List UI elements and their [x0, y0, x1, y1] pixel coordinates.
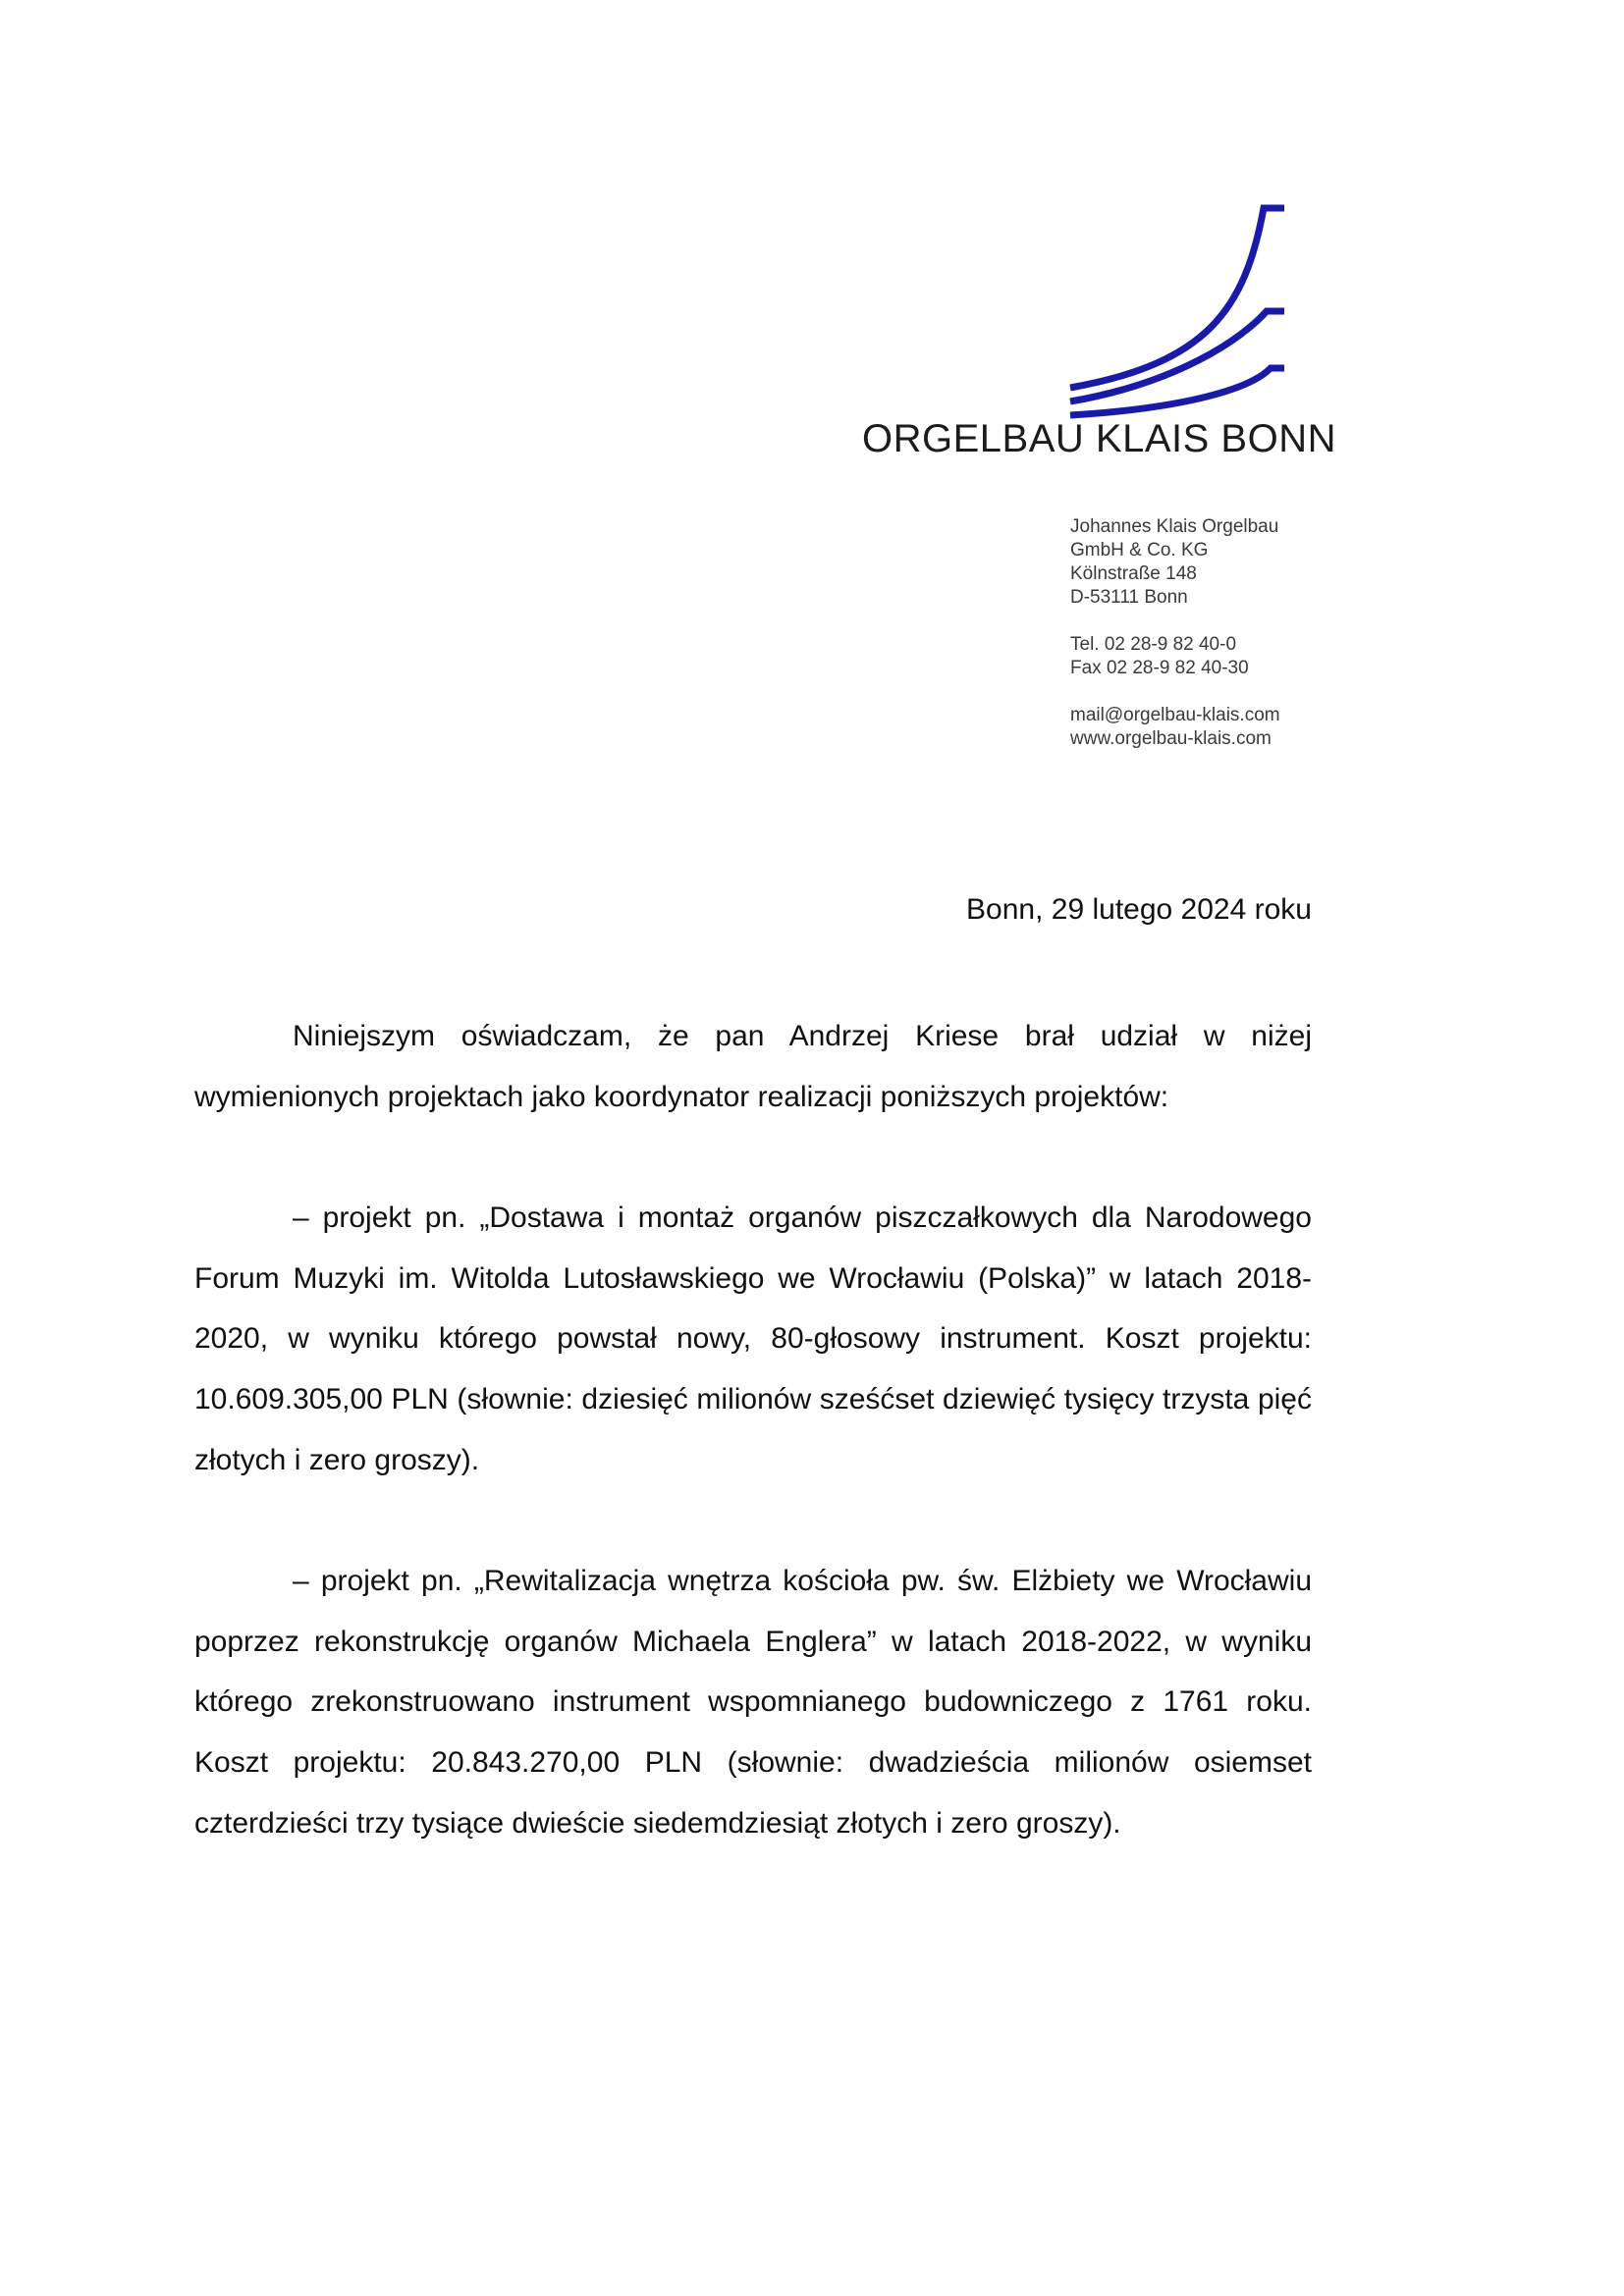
- address-line: Kölnstraße 148: [1070, 563, 1197, 584]
- letter-body: [194, 1006, 1312, 1853]
- phone-number: Tel. 02 28-9 82 40-0: [1070, 634, 1237, 655]
- company-address: [1070, 515, 1280, 751]
- fax-number: Fax 02 28-9 82 40-30: [1070, 658, 1249, 678]
- email-address: mail@orgelbau-klais.com: [1070, 705, 1280, 725]
- website-address: www.orgelbau-klais.com: [1070, 728, 1272, 749]
- project-paragraph: – projekt pn. „Rewitalizacja wnętrza kościoła pw. św. Elżbiety we Wrocławiu poprzez rekonstrukcję organów Michaela Englera” w latach 2018-2022, w wyniku którego zrekonstruowano instrument wspomnianego budowniczego z 1761 roku. Koszt projektu: 20.843.270,00 PLN (słownie: dwadzieścia milionów osiemset czterdzieści trzy tysiące dwieście siedemdziesiąt złotych i zero groszy).: [194, 1565, 1312, 1840]
- letter-date: Bonn, 29 lutego 2024 roku: [966, 893, 1312, 926]
- project-paragraph: – projekt pn. „Dostawa i montaż organów piszczałkowych dla Narodowego Forum Muzyki im. Witolda Lutosławskiego we Wrocławiu (Polska)” w latach 2018-2020, w wyniku którego powstał nowy, 80-głosowy instrument. Koszt projektu: 10.609.305,00 PLN (słownie: dziesięć milionów sześćset dziewięć tysięcy trzysta pięć złotych i zero groszy).: [194, 1201, 1312, 1476]
- organ-pipe-curves-logo-icon: [854, 191, 1286, 432]
- brand-name: ORGELBAU KLAIS BONN: [862, 417, 1336, 460]
- address-line: Johannes Klais Orgelbau: [1070, 516, 1279, 537]
- statement-paragraph: Niniejszym oświadczam, że pan Andrzej Kriese brał udział w niżej wymienionych projektach jako koordynator realizacji poniższych projektów:: [194, 1020, 1312, 1113]
- address-line: D-53111 Bonn: [1070, 587, 1188, 608]
- address-line: GmbH & Co. KG: [1070, 540, 1209, 561]
- letterhead: [854, 191, 1336, 771]
